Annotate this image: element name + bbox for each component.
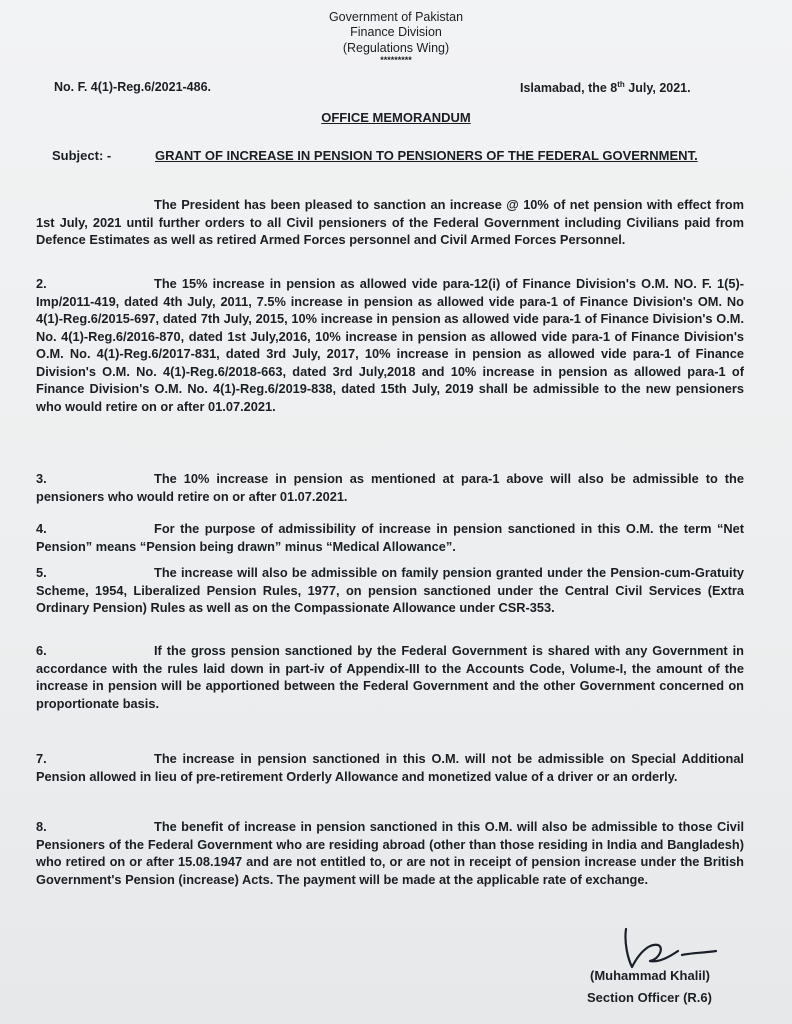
signatory-name: (Muhammad Khalil) bbox=[590, 968, 710, 983]
paragraph-3-text: The 10% increase in pension as mentioned at para-1 above will also be admissible to the pensioners who would retire on or after 01.07.2021. bbox=[36, 471, 744, 504]
header-line-1: Government of Pakistan bbox=[328, 10, 464, 24]
subject-text: GRANT OF INCREASE IN PENSION TO PENSIONERS OF THE FEDERAL GOVERNMENT. bbox=[155, 148, 698, 163]
paragraph-4-text: For the purpose of admissibility of increase in pension sanctioned in this O.M. the term “Net Pension” means “Pension being drawn” minus “Medical Allowance”. bbox=[36, 521, 744, 554]
date-prefix: Islamabad, the 8 bbox=[520, 81, 618, 96]
paragraph-2-number: 2. bbox=[36, 276, 47, 291]
paragraph-5-text: The increase will also be admissible on family pension granted under the Pension-cum-Gratuity Scheme, 1954, Liberalized Pension Rules, 1977, on pension sanctioned under the Central Civil Services (Extra Ordinary Pension) Rules as well as on the Compassionate Allowance under CSR-353. bbox=[36, 565, 744, 615]
signatory-title: Section Officer (R.6) bbox=[587, 990, 712, 1005]
paragraph-6-text: If the gross pension sanctioned by the Federal Government is shared with any Government in accordance with the rules laid down in part-iv of Appendix-III to the Accounts Code, Volume-I, the amount of the increase in pension will be apportioned between the Federal Government and the other Government concerned on proportionate basis. bbox=[36, 643, 744, 711]
reference-number: No. F. 4(1)-Reg.6/2021-486. bbox=[54, 80, 212, 94]
paragraph-7 bbox=[36, 750, 744, 785]
paragraph-1: The President has been pleased to sanction an increase @ 10% of net pension with effect from 1st July, 2021 until further orders to all Civil pensioners of the Federal Government including Civilians paid from Defence Estimates as well as retired Armed Forces personnel and Civil Armed Forces Personnel. bbox=[36, 197, 744, 247]
date-sup: th bbox=[617, 80, 625, 89]
paragraph-6-number: 6. bbox=[36, 643, 47, 658]
header-ornament: ********* bbox=[380, 55, 412, 65]
header-line-3: (Regulations Wing) bbox=[342, 41, 450, 55]
paragraph-8-text: The benefit of increase in pension sanctioned in this O.M. will also be admissible to those Civil Pensioners of the Federal Government who are residing abroad (other than those residing in India and Bangladesh) who retired on or after 15.08.1947 and are not entitled to, or are not in receipt of pension increase under the British Government's Pension (increase) Acts. The payment will be made at the applicable rate of exchange. bbox=[36, 819, 744, 887]
paragraph-5-number: 5. bbox=[36, 565, 47, 580]
place-date bbox=[520, 80, 691, 95]
paragraph-7-text: The increase in pension sanctioned in this O.M. will not be admissible on Special Additional Pension allowed in lieu of pre-retirement Orderly Allowance and monetized value of a driver or an orderly. bbox=[36, 751, 744, 784]
paragraph-6 bbox=[36, 642, 744, 712]
memo-title: OFFICE MEMORANDUM bbox=[321, 110, 471, 125]
date-suffix: July, 2021. bbox=[624, 81, 691, 96]
paragraph-8-number: 8. bbox=[36, 819, 47, 834]
paragraph-4 bbox=[36, 520, 744, 555]
header-line-2: Finance Division bbox=[350, 25, 442, 39]
paragraph-2-text: The 15% increase in pension as allowed vide para-12(i) of Finance Division's O.M. NO. F. 1(5)-Imp/2011-419, dated 4th July, 2011, 7.5% increase in pension as allowed vide para-1 of Finance Division's OM. No 4(1)-Reg.6/2015-697, dated 7th July, 2015, 10% increase in pension as allowed vide para-1 of Finance Division's O.M. No. 4(1)-Reg.6/2016-870, dated 1st July,2016, 10% increase in pension as allowed vide para-1 of Finance Division's O.M. No. 4(1)-Reg.6/2017-831, dated 3rd July, 2017, 10% increase in pension as allowed vide para-1 of Finance Division's O.M. No. 4(1)-Reg.6/2018-663, dated 3rd July,2018 and 10% increase in pension as allowed para-1 of Finance Division's O.M. No. 4(1)-Reg.6/2019-838, dated 15th July, 2019 shall be admissible to the new pensioners who would retire on or after 01.07.2021. bbox=[36, 276, 744, 414]
paragraph-4-number: 4. bbox=[36, 521, 47, 536]
paragraph-3-number: 3. bbox=[36, 471, 47, 486]
paragraph-5 bbox=[36, 564, 744, 617]
paragraph-3 bbox=[36, 470, 744, 505]
paragraph-8 bbox=[36, 818, 744, 888]
subject-label: Subject: - bbox=[52, 148, 112, 163]
paragraph-2 bbox=[36, 275, 744, 415]
paragraph-7-number: 7. bbox=[36, 751, 47, 766]
